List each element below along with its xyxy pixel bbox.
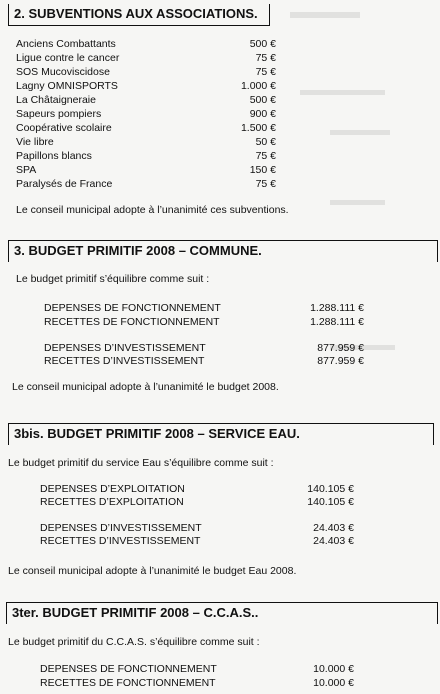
section-3-conclusion: Le conseil municipal adopte à l’unanimité le budget 2008. xyxy=(12,381,279,393)
budget-line-amount: 1.288.111 € xyxy=(310,302,364,314)
section-2-title: 2. SUBVENTIONS AUX ASSOCIATIONS. xyxy=(8,4,270,26)
list-item-name: Paralysés de France xyxy=(16,178,113,190)
list-item-amount: 500 € xyxy=(249,94,276,106)
budget-line-amount: 10.000 € xyxy=(313,677,354,689)
list-item-amount: 1.000 € xyxy=(240,80,276,92)
budget-line-label: DEPENSES DE FONCTIONNEMENT xyxy=(44,302,221,314)
list-item-amount: 900 € xyxy=(249,108,276,120)
list-item-name: Sapeurs pompiers xyxy=(16,108,102,120)
list-item-name: Ligue contre le cancer xyxy=(16,52,120,64)
bleed-mark xyxy=(290,12,360,18)
list-item-amount: 500 € xyxy=(249,38,276,50)
budget-line-amount: 24.403 € xyxy=(313,535,354,547)
list-item-amount: 150 € xyxy=(249,164,276,176)
budget-line-amount: 1.288.111 € xyxy=(310,316,364,328)
list-item-name: Papillons blancs xyxy=(16,150,92,162)
list-item-name: La Châtaigneraie xyxy=(16,94,96,106)
list-item-name: SPA xyxy=(16,164,37,176)
budget-line-label: DEPENSES D’INVESTISSEMENT xyxy=(44,342,206,354)
bleed-mark xyxy=(300,90,385,95)
budget-line-label: RECETTES D’EXPLOITATION xyxy=(40,496,184,508)
budget-line-amount: 877.959 € xyxy=(317,355,364,367)
budget-line-amount: 877.959 € xyxy=(317,342,364,354)
budget-line-label: DEPENSES D’EXPLOITATION xyxy=(40,483,185,495)
section-3ter-intro: Le budget primitif du C.C.A.S. s’équilibre comme suit : xyxy=(8,636,260,648)
section-3bis-intro: Le budget primitif du service Eau s’équilibre comme suit : xyxy=(8,457,274,469)
list-item-amount: 75 € xyxy=(255,52,276,64)
list-item-name: SOS Mucoviscidose xyxy=(16,66,110,78)
budget-line-label: DEPENSES DE FONCTIONNEMENT xyxy=(40,663,217,675)
list-item-amount: 1.500 € xyxy=(240,122,276,134)
budget-line-label: RECETTES D’INVESTISSEMENT xyxy=(40,535,201,547)
section-2-conclusion: Le conseil municipal adopte à l’unanimité ces subventions. xyxy=(16,204,289,216)
section-3-intro: Le budget primitif s’équilibre comme suit : xyxy=(16,273,210,285)
list-item-name: Coopérative scolaire xyxy=(16,122,112,134)
budget-line-amount: 140.105 € xyxy=(307,496,354,508)
list-item-name: Anciens Combattants xyxy=(16,38,116,50)
budget-line-amount: 140.105 € xyxy=(307,483,354,495)
list-item-amount: 75 € xyxy=(255,178,276,190)
budget-line-amount: 24.403 € xyxy=(313,522,354,534)
section-3-title: 3. BUDGET PRIMITIF 2008 – COMMUNE. xyxy=(8,240,438,262)
budget-line-label: DEPENSES D’INVESTISSEMENT xyxy=(40,522,202,534)
list-item-name: Lagny OMNISPORTS xyxy=(16,80,118,92)
budget-line-label: RECETTES DE FONCTIONNEMENT xyxy=(44,316,220,328)
budget-line-label: RECETTES D’INVESTISSEMENT xyxy=(44,355,205,367)
budget-line-label: RECETTES DE FONCTIONNEMENT xyxy=(40,677,216,689)
list-item-name: Vie libre xyxy=(16,136,54,148)
section-3bis-conclusion: Le conseil municipal adopte à l’unanimité le budget Eau 2008. xyxy=(8,565,297,577)
budget-line-amount: 10.000 € xyxy=(313,663,354,675)
bleed-mark xyxy=(330,130,390,135)
section-3bis-title: 3bis. BUDGET PRIMITIF 2008 – SERVICE EAU. xyxy=(8,423,434,445)
bleed-mark xyxy=(330,200,385,205)
section-3ter-title: 3ter. BUDGET PRIMITIF 2008 – C.C.A.S.. xyxy=(6,602,438,624)
list-item-amount: 75 € xyxy=(255,66,276,78)
list-item-amount: 50 € xyxy=(255,136,276,148)
list-item-amount: 75 € xyxy=(255,150,276,162)
